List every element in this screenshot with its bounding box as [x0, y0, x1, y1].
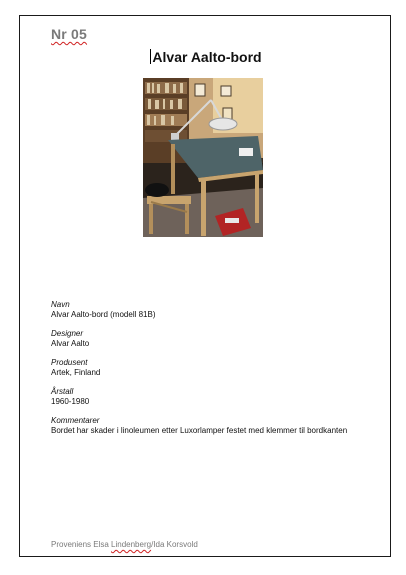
field-label: Årstall	[51, 387, 74, 396]
footer-prefix: Proveniens Elsa	[51, 540, 112, 549]
field-value: Alvar Aalto-bord (modell 81B)	[51, 310, 156, 319]
table-photo-image	[143, 78, 263, 237]
field-label: Designer	[51, 329, 84, 338]
field-label: Navn	[51, 300, 70, 309]
provenance-footer	[51, 540, 198, 549]
field-value: Alvar Aalto	[51, 339, 90, 348]
field-value: 1960-1980	[51, 397, 90, 406]
field-arstall	[51, 387, 381, 407]
footer-name: Lindenberg	[111, 540, 152, 549]
metadata-fields	[51, 300, 381, 445]
field-kommentarer	[51, 416, 381, 436]
field-navn	[51, 300, 381, 320]
document-title: Alvar Aalto-bord	[152, 49, 262, 65]
field-label: Kommentarer	[51, 416, 100, 425]
document-page	[19, 15, 391, 557]
footer-suffix: /Ida Korsvold	[151, 540, 198, 549]
field-produsent	[51, 358, 381, 378]
field-value: Artek, Finland	[51, 368, 101, 377]
field-value: Bordet har skader i linoleumen etter Luxorlamper festet med klemmer til bordkanten	[51, 426, 348, 435]
field-designer	[51, 329, 381, 349]
document-number: Nr 05	[51, 26, 88, 42]
table-photo	[143, 78, 263, 237]
field-label: Produsent	[51, 358, 88, 367]
document-title-block	[20, 49, 392, 65]
